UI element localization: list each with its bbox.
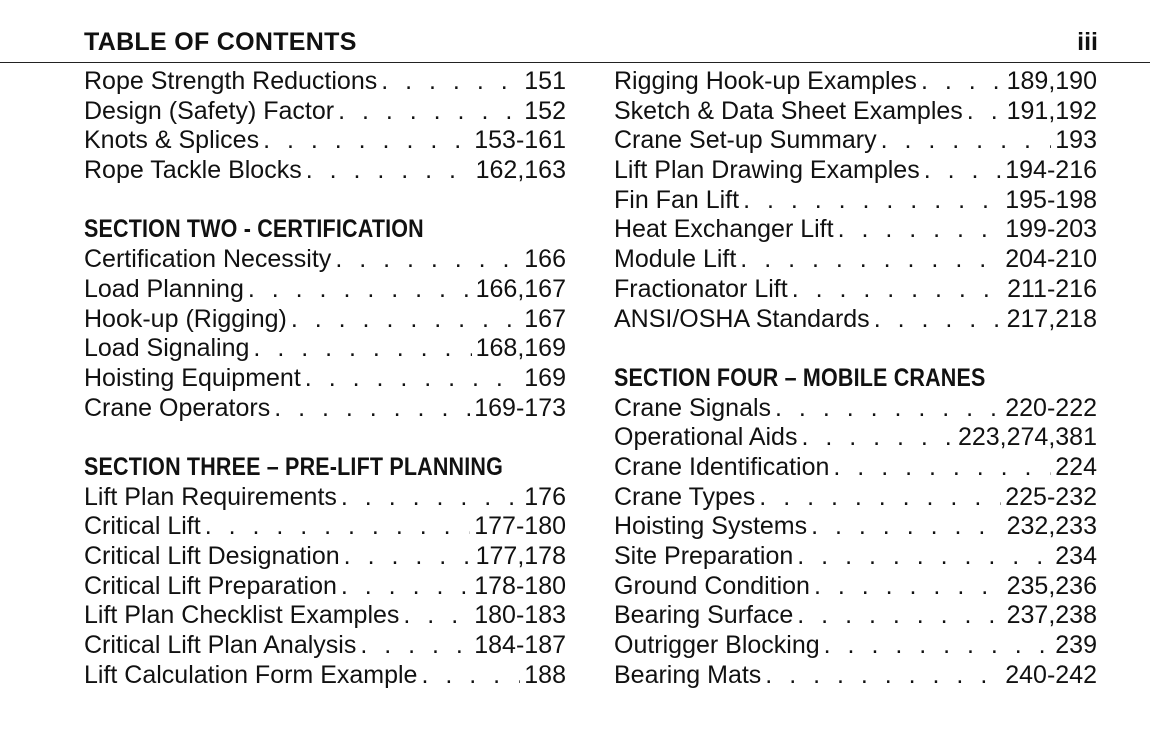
dot-leader (924, 156, 1002, 186)
toc-entry-title: Rope Tackle Blocks (84, 156, 302, 185)
dot-leader (306, 156, 472, 186)
toc-entry (84, 156, 566, 186)
toc-entry (614, 661, 1097, 691)
toc-entry-page: 220-222 (1005, 393, 1097, 422)
toc-entry-page: 166,167 (475, 274, 566, 303)
toc-entry-page: 191,192 (1006, 96, 1097, 125)
toc-entry-title: Lift Plan Drawing Examples (614, 156, 920, 185)
toc-entry-page: 232,233 (1006, 512, 1097, 541)
dot-leader (205, 512, 471, 542)
toc-entry (84, 394, 566, 424)
dot-leader (381, 67, 520, 97)
toc-entry (614, 97, 1097, 127)
dot-leader (874, 305, 1003, 335)
toc-entry-page: 193 (1055, 126, 1097, 155)
dot-leader (811, 512, 1003, 542)
dot-leader (797, 542, 1051, 572)
dot-leader (743, 186, 1001, 216)
toc-group (614, 67, 1097, 334)
toc-entry-title: Critical Lift Preparation (84, 571, 337, 600)
toc-entry (614, 126, 1097, 156)
toc-group (614, 394, 1097, 691)
toc-entry (614, 601, 1097, 631)
spacer (84, 423, 566, 453)
dot-leader (421, 661, 520, 691)
toc-entry-page: 169-173 (474, 393, 566, 422)
toc-entry (84, 631, 566, 661)
dot-leader (765, 661, 1001, 691)
toc-entry-title: Bearing Surface (614, 601, 794, 630)
toc-entry-page: 162,163 (475, 156, 566, 185)
toc-entry (614, 542, 1097, 572)
toc-entry (614, 67, 1097, 97)
toc-entry (614, 275, 1097, 305)
dot-leader (335, 245, 520, 275)
toc-group (84, 483, 566, 691)
toc-entry (614, 572, 1097, 602)
toc-entry-title: Design (Safety) Factor (84, 96, 335, 125)
dot-leader (253, 334, 471, 364)
toc-entry-title: Critical Lift Designation (84, 542, 340, 570)
toc-entry-page: 240-242 (1005, 660, 1097, 689)
toc-entry (84, 275, 566, 305)
toc-entry (84, 67, 566, 97)
toc-entry-page: 184-187 (474, 631, 566, 660)
toc-entry (614, 305, 1097, 335)
dot-leader (759, 483, 1001, 513)
dot-leader (740, 245, 1001, 275)
section-heading: SECTION THREE – PRE-LIFT PLANNING (84, 452, 503, 481)
toc-entry-title: Rigging Hook-up Examples (614, 67, 917, 95)
toc-entry (614, 512, 1097, 542)
toc-entry-page: 234 (1055, 542, 1097, 570)
dot-leader (833, 453, 1051, 483)
dot-leader (881, 126, 1052, 156)
dot-leader (967, 97, 1003, 127)
toc-entry (84, 572, 566, 602)
toc-entry-page: 177,178 (475, 542, 566, 570)
toc-entry (84, 364, 566, 394)
toc-entry (84, 512, 566, 542)
toc-group (84, 245, 566, 423)
toc-entry-page: 194-216 (1005, 156, 1097, 185)
toc-group (84, 67, 566, 186)
toc-entry-title: Hoisting Equipment (84, 363, 301, 392)
toc-entry-title: Site Preparation (614, 542, 794, 570)
toc-entry-page: 224 (1055, 452, 1097, 481)
dot-leader (403, 601, 470, 631)
dot-leader (263, 126, 470, 156)
dot-leader (775, 394, 1001, 424)
toc-entry-page: 225-232 (1005, 482, 1097, 511)
toc-entry (614, 156, 1097, 186)
toc-entry-title: Rope Strength Reductions (84, 67, 378, 95)
toc-entry-title: Critical Lift Plan Analysis (84, 631, 357, 660)
toc-entry-title: Hook-up (Rigging) (84, 304, 287, 333)
toc-entry-title: Critical Lift (84, 512, 201, 541)
toc-entry-title: Load Planning (84, 274, 244, 303)
toc-entry-page: 223,274,381 (957, 423, 1097, 452)
toc-entry (614, 186, 1097, 216)
toc-entry-page: 152 (524, 96, 566, 125)
toc-entry-title: Crane Set-up Summary (614, 126, 877, 155)
toc-entry (614, 631, 1097, 661)
toc-entry (84, 126, 566, 156)
spacer (614, 334, 1097, 364)
toc-entry-title: Crane Identification (614, 452, 830, 481)
toc-entry (614, 394, 1097, 424)
dot-leader (341, 483, 520, 513)
toc-entry-page: 199-203 (1005, 215, 1097, 244)
dot-leader (921, 67, 1003, 97)
dot-leader (305, 364, 520, 394)
toc-entry-title: Crane Signals (614, 393, 772, 422)
toc-entry-page: 153-161 (474, 126, 566, 155)
toc-entry (614, 215, 1097, 245)
toc-entry (614, 423, 1097, 453)
dot-leader (344, 542, 472, 572)
toc-entry-title: Lift Plan Requirements (84, 482, 337, 511)
toc-entry-title: Operational Aids (614, 423, 798, 452)
toc-column-right (614, 67, 1097, 690)
toc-entry-page: 166 (524, 245, 566, 274)
toc-entry-title: Crane Operators (84, 393, 271, 422)
toc-entry-page: 151 (524, 67, 566, 95)
dot-leader (801, 423, 954, 453)
toc-entry (614, 245, 1097, 275)
dot-leader (338, 97, 520, 127)
dot-leader (792, 275, 1003, 305)
toc-entry-page: 239 (1055, 631, 1097, 660)
dot-leader (814, 572, 1003, 602)
toc-entry-title: Lift Calculation Form Example (84, 660, 418, 689)
toc-entry-page: 167 (524, 304, 566, 333)
toc-entry (84, 601, 566, 631)
toc-entry (84, 305, 566, 335)
dot-leader (360, 631, 470, 661)
toc-entry-page: 195-198 (1005, 185, 1097, 214)
toc-entry-page: 189,190 (1006, 67, 1097, 95)
dot-leader (341, 572, 470, 602)
toc-entry (84, 661, 566, 691)
section-heading: SECTION FOUR – MOBILE CRANES (614, 363, 986, 392)
toc-entry-title: Outrigger Blocking (614, 631, 820, 660)
toc-entry-title: Heat Exchanger Lift (614, 215, 834, 244)
toc-entry-title: Module Lift (614, 245, 737, 274)
toc-entry-title: Fractionator Lift (614, 274, 788, 303)
toc-entry-page: 178-180 (474, 571, 566, 600)
spacer (84, 186, 566, 216)
page-title: TABLE OF CONTENTS (84, 28, 357, 56)
toc-entry (84, 542, 566, 572)
toc-entry-title: Hoisting Systems (614, 512, 808, 541)
toc-entry (614, 483, 1097, 513)
toc-entry-page: 211-216 (1007, 274, 1097, 303)
toc-entry-page: 168,169 (475, 334, 566, 363)
dot-leader (274, 394, 470, 424)
toc-entry-page: 237,238 (1006, 601, 1097, 630)
toc-entry-title: Sketch & Data Sheet Examples (614, 96, 963, 125)
toc-entry-page: 180-183 (474, 601, 566, 630)
section-heading: SECTION TWO - CERTIFICATION (84, 215, 424, 244)
toc-column-left (84, 67, 566, 690)
toc-entry (84, 245, 566, 275)
toc-entry-title: Knots & Splices (84, 126, 260, 155)
dot-leader (291, 305, 520, 335)
toc-entry-title: Lift Plan Checklist Examples (84, 601, 400, 630)
toc-entry-page: 235,236 (1006, 571, 1097, 600)
toc-entry-title: Certification Necessity (84, 245, 332, 274)
toc-entry-title: Load Signaling (84, 334, 250, 363)
toc-entry (84, 97, 566, 127)
dot-leader (824, 631, 1052, 661)
page-number: iii (1077, 28, 1098, 56)
toc-entry-page: 188 (524, 660, 566, 689)
toc-entry-page: 217,218 (1006, 304, 1097, 333)
toc-entry-title: ANSI/OSHA Standards (614, 304, 870, 333)
toc-entry-title: Fin Fan Lift (614, 185, 740, 214)
dot-leader (248, 275, 472, 305)
toc-entry (614, 453, 1097, 483)
toc-entry-page: 176 (524, 482, 566, 511)
toc-entry-page: 177-180 (474, 512, 566, 541)
toc-entry (84, 483, 566, 513)
toc-entry-title: Bearing Mats (614, 660, 762, 689)
toc-entry (84, 334, 566, 364)
dot-leader (797, 601, 1002, 631)
toc-entry-page: 169 (524, 363, 566, 392)
page-header (0, 28, 1150, 63)
toc-entry-page: 204-210 (1005, 245, 1097, 274)
toc-entry-title: Ground Condition (614, 571, 810, 600)
dot-leader (838, 215, 1002, 245)
toc-entry-title: Crane Types (614, 482, 756, 511)
